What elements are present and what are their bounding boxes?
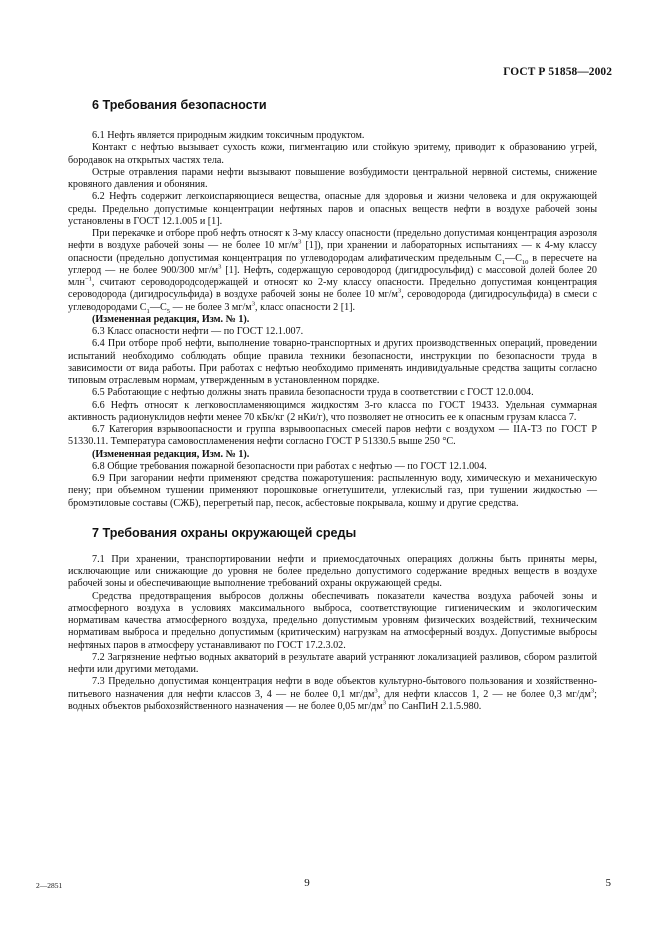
paragraph-6-7: 6.7 Категория взрывоопасности и группа взрывоопасных смесей паров нефти с воздухом — IIA-T3 по ГОСТ Р 51330.11. Температура самовоспламенения нефти согласно ГОСТ Р 51330.5 выше 250 °С.: [68, 424, 597, 448]
paragraph-6-8: 6.8 Общие требования пожарной безопасности при работах с нефтью — по ГОСТ 12.1.004.: [92, 460, 487, 472]
paragraph-6-3: 6.3 Класс опасности нефти — по ГОСТ 12.1.007.: [92, 326, 304, 337]
paragraph-7-3: 7.3 Предельно допустимая концентрация нефти в воде объектов культурно-бытового пользования и хозяйственно-питьевого назначения для нефти классов 3, 4 — не более 0,1 $мг/дм^3$, для нефти классов 1, 2 — не более 0,3 $мг/дм^3$; водных объектов рыбохозяйственного назначения — не более 0,05 $мг/дм^3$ по СанПиН 2.1.5.980.: [68, 676, 597, 712]
paragraph-skin-contact: Контакт с нефтью вызывает сухость кожи, пигментацию или стойкую эритему, приводит к образованию угрей, бородавок на открытых частях тела.: [68, 142, 597, 166]
print-order-code: 2—2851: [36, 881, 63, 890]
paragraph-7-2: 7.2 Загрязнение нефтью водных акваторий в результате аварий устраняют локализацией разливов, сбором разлитой нефти или другими методами.: [68, 651, 597, 675]
paragraph-6-2: 6.2 Нефть содержит легкоиспаряющиеся вещества, опасные для здоровья и жизни человека и для окружающей среды. Предельно допустимые концентрации нефтяных паров и опасных веществ нефти в воздухе рабочей зоны установлены в ГОСТ 12.1.005 и [1].: [68, 191, 597, 227]
amendment-note: (Измененная редакция, Изм. № 1).: [92, 313, 250, 325]
section-6-title: 6 Требования безопасности: [92, 98, 267, 112]
amendment-note: (Измененная редакция, Изм. № 1).: [92, 448, 250, 460]
section-7-title: 7 Требования охраны окружающей среды: [92, 525, 357, 540]
document-code: ГОСТ Р 51858—2002: [503, 66, 612, 78]
paragraph-emission-prevention: Средства предотвращения выбросов должны обеспечивать показатели качества воздуха рабочей зоны и атмосферного воздуха в условиях максимального выброса, соответствующие гигиеническим и экологическим нормативам качества атмосферного воздуха, предельно допустимым уровням физических воздействий, техническим нормативам выброса и предельно допустимым (критическим) нагрузкам на атмосферный воздух. Допустимые выбросы нефтяных паров в атмосферу устанавливают по ГОСТ 17.2.3.02.: [68, 590, 597, 651]
paragraph-acute-poisoning: Острые отравления парами нефти вызывают повышение возбудимости центральной нервной системы, снижение кровяного давления и обоняния.: [68, 166, 597, 190]
paragraph-6-6: 6.6 Нефть относят к легковоспламеняющимся жидкостям 3-го класса по ГОСТ 19433. Удельная суммарная активность радионуклидов нефти менее 70 кБк/кг (2 нКи/г), что позволяет не относить ее к опасным грузам класса 7.: [68, 399, 597, 423]
paragraph-6-9: 6.9 При загорании нефти применяют средства пожаротушения: распыленную воду, химическую и механическую пену; при объемном тушении применяют порошковые огнетушители, углекислый газ, при тушении жидкостью — бромэтиловые составы (СЖБ), перегретый пар, песок, асбестовые покрывала, кошму и другие средства.: [68, 473, 597, 509]
paragraph-hazard-classes: При перекачке и отборе проб нефть относят к 3-му классу опасности (предельно допустимая концентрация аэрозоля нефти в воздухе рабочей зоны — не более 10 $мг/м^3$ [1]), при хранении и лабораторных испытаниях — к 4-му классу опасности (предельно допустимая концентрация по углеводородам алифатическим предельным $С_1—С_{10}$ в пересчете на углерод — не более 900/300 $мг/м^3$ [1]. Нефть, содержащую сероводород (дигидросульфид) с массовой долей более 20 млн$^{-1}$, считают сероводородсодержащей и относят ко 2-му классу опасности. Предельно допустимая концентрация сероводорода (дигидросульфида) в воздухе рабочей зоны не более 10 $мг/м^3$, сероводорода (дигидросульфида) в смеси с углеводородами $С_1—С_5$ — не более 3 $мг/м^3$, класс опасности 2 [1].: [68, 228, 598, 315]
page-content: [68, 98, 597, 713]
paragraph-7-1: 7.1 При хранении, транспортировании нефти и приемосдаточных операциях должны быть приняты меры, исключающие или снижающие до уровня не более предельно допустимого содержание вредных веществ в воздухе рабочей зоны и обеспечивающие выполнение требований охраны окружающей среды.: [68, 553, 597, 590]
center-page-number: 9: [304, 877, 310, 889]
paragraph-6-5: 6.5 Работающие с нефтью должны знать правила безопасности труда в соответствии с ГОСТ 12.0.004.: [92, 387, 534, 399]
paragraph-6-1: 6.1 Нефть является природным жидким токсичным продуктом.: [92, 130, 365, 141]
paragraph-6-4: 6.4 При отборе проб нефти, выполнение товарно-транспортных и других производственных операций, проведении испытаний необходимо соблюдать общие правила техники безопасности, инструкции по безопасности труда в зависимости от вида работы. При работах с нефтью необходимо применять индивидуальные средства защиты согласно типовым отраслевым нормам, утвержденным в установленном порядке.: [68, 338, 597, 386]
page-number: 5: [605, 877, 611, 889]
